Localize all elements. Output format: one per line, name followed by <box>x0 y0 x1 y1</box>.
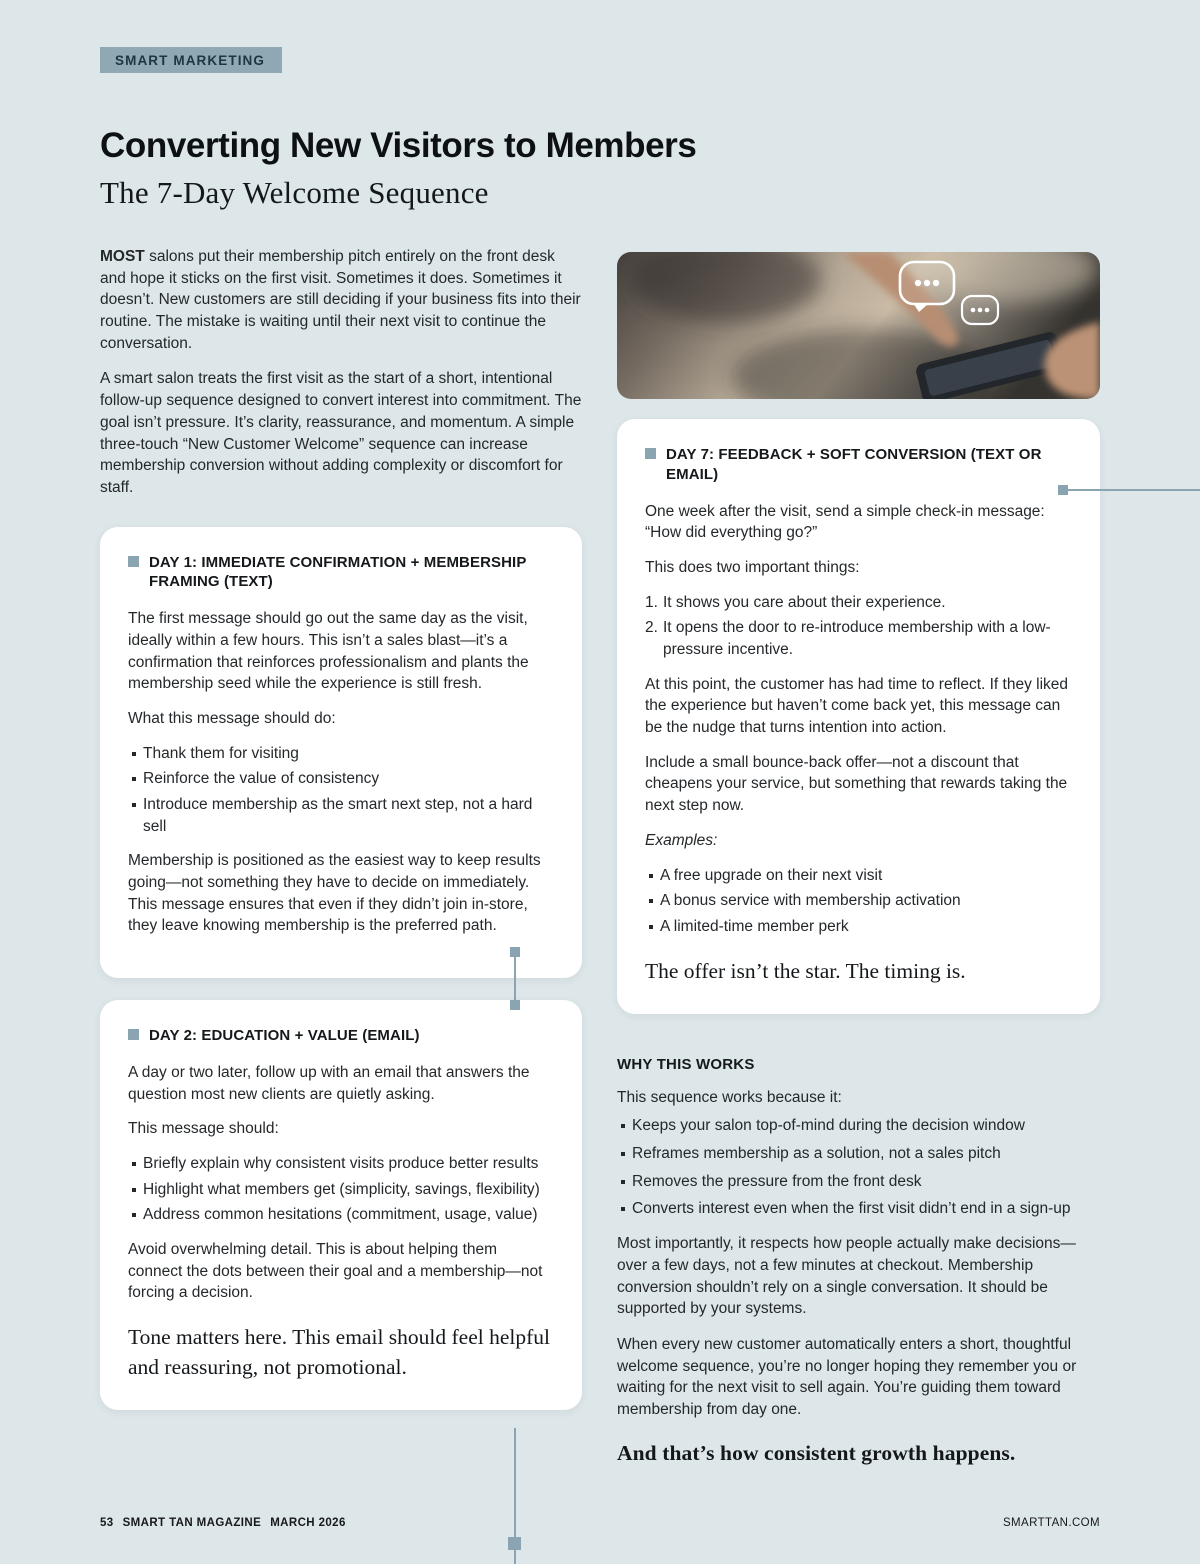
numbered-item: It shows you care about their experience. <box>663 593 946 611</box>
magazine-name: SMART TAN MAGAZINE <box>122 1517 262 1529</box>
square-bullet-icon <box>128 556 139 567</box>
day2-paragraph-2: Avoid overwhelming detail. This is about helping them connect the dots between their goal and a membership—not forcing a decision. <box>128 1241 543 1302</box>
day2-bullet-list <box>128 1153 554 1226</box>
why-list-intro: This sequence works because it: <box>617 1088 842 1106</box>
day7-card-header <box>645 445 1072 485</box>
photo-illustration <box>617 252 1100 399</box>
square-bullet-icon <box>645 448 656 459</box>
list-item: A limited-time member perk <box>645 916 1072 938</box>
list-item: Reframes membership as a solution, not a sales pitch <box>617 1143 1100 1165</box>
page-footer <box>100 1517 1100 1529</box>
day1-card-header <box>128 553 554 593</box>
day2-list-intro: This message should: <box>128 1120 279 1138</box>
day1-list-intro: What this message should do: <box>128 709 336 727</box>
closing-statement: And that’s how consistent growth happens. <box>617 1440 1016 1465</box>
list-item: Removes the pressure from the front desk <box>617 1171 1100 1193</box>
day7-pull-quote: The offer isn’t the star. The timing is. <box>645 958 966 983</box>
page-number: 53 <box>100 1517 114 1529</box>
article-title: Converting New Visitors to Members <box>100 126 697 165</box>
connector-square <box>510 1000 520 1010</box>
day7-card-title: DAY 7: FEEDBACK + SOFT CONVERSION (TEXT OR EMAIL) <box>666 446 1042 483</box>
day2-card <box>100 1000 582 1410</box>
list-item: A free upgrade on their next visit <box>645 865 1072 887</box>
list-item: Converts interest even when the first visit didn’t end in a sign-up <box>617 1198 1100 1220</box>
why-bullet-list <box>617 1115 1100 1220</box>
day2-paragraph-1: A day or two later, follow up with an email that answers the question most new clients are quietly asking. <box>128 1063 530 1103</box>
list-item: Reinforce the value of consistency <box>128 768 554 790</box>
why-this-works-section <box>617 1056 1100 1466</box>
day7-examples-label: Examples: <box>645 831 718 849</box>
day7-paragraph-3: Include a small bounce-back offer—not a discount that cheapens your service, but something that rewards taking the next step now. <box>645 753 1068 815</box>
day1-card-title: DAY 1: IMMEDIATE CONFIRMATION + MEMBERSHIP FRAMING (TEXT) <box>149 553 527 591</box>
hand-phone-photo <box>617 252 1100 399</box>
connector-line <box>514 956 516 1002</box>
list-item: Thank them for visiting <box>128 743 554 765</box>
square-bullet-icon <box>128 1029 139 1040</box>
chat-bubble-icon-small <box>962 296 998 324</box>
day2-card-header <box>128 1026 554 1046</box>
connector-square <box>1058 485 1068 495</box>
list-item: Keeps your salon top-of-mind during the decision window <box>617 1115 1100 1137</box>
intro-paragraph-2: A smart salon treats the first visit as the start of a short, intentional follow-up sequence designed to convert interest into commitment. The goal isn’t pressure. It’s clarity, reassurance, and momentum. A simple three-touch “New Customer Welcome” sequence can increase membership conversion without adding complexity or discomfort for staff. <box>100 370 582 496</box>
list-item: Introduce membership as the smart next step, not a hard sell <box>128 794 554 837</box>
day7-card <box>617 419 1100 1014</box>
day1-paragraph-1: The first message should go out the same day as the visit, ideally within a few hours. This isn’t a sales blast—it’s a confirmation that reinforces professionalism and plants the membership seed while the experience is still fresh. <box>128 610 529 693</box>
day2-card-title: DAY 2: EDUCATION + VALUE (EMAIL) <box>149 1027 420 1045</box>
why-section-title: WHY THIS WORKS <box>617 1055 755 1073</box>
list-item: A bonus service with membership activation <box>645 890 1072 912</box>
day7-paragraph-1: One week after the visit, send a simple check-in message: “How did everything go?” <box>645 502 1045 542</box>
section-kicker: SMART MARKETING <box>100 47 282 73</box>
article-subtitle: The 7-Day Welcome Sequence <box>100 174 489 210</box>
intro-lead-word: MOST <box>100 248 145 265</box>
connector-line <box>1068 489 1200 491</box>
magazine-website: SMARTTAN.COM <box>1002 1517 1100 1529</box>
left-column <box>100 246 582 1410</box>
intro-paragraph-1 <box>100 246 582 354</box>
right-column <box>617 252 1100 1466</box>
day7-bullet-list <box>645 865 1072 938</box>
day7-paragraph-2: At this point, the customer has had time to reflect. If they liked the experience but haven’t come back yet, this message can be the nudge that turns intention into action. <box>645 675 1069 737</box>
issue-date: MARCH 2026 <box>270 1517 346 1529</box>
why-paragraph-2: Most importantly, it respects how people actually make decisions—over a few days, not a few minutes at checkout. Membership conversion shouldn’t rely on a single conversation. It should be supported by your systems. <box>617 1235 1076 1318</box>
numbered-item: It opens the door to re-introduce membership with a low-pressure incentive. <box>663 619 1051 659</box>
connector-square <box>508 1537 521 1550</box>
list-item: Briefly explain why consistent visits produce better results <box>128 1153 554 1175</box>
headline-block <box>100 127 1060 211</box>
why-paragraph-3: When every new customer automatically enters a short, thoughtful welcome sequence, you’re no longer hoping they remember you or waiting for the next visit to sell again. You’re guiding them toward membership from day one. <box>617 1335 1077 1418</box>
list-item: Highlight what members get (simplicity, savings, flexibility) <box>128 1179 554 1201</box>
day7-list-intro: This does two important things: <box>645 558 860 576</box>
footer-left <box>100 1517 346 1529</box>
day1-paragraph-2: Membership is positioned as the easiest way to keep results going—not something they have to decide on immediately. This message ensures that even if they didn’t join in-store, they leave knowing membership is the preferred path. <box>128 852 541 935</box>
day7-numbered-list <box>645 592 1072 661</box>
intro-paragraph-1-text: salons put their membership pitch entirely on the front desk and hope it sticks on the first visit. Sometimes it does. Sometimes it doesn’t. New customers are still deciding if your business fits into their routine. The mistake is waiting until their next visit to continue the conversation. <box>100 248 581 352</box>
day2-pull-quote: Tone matters here. This email should feel helpful and reassuring, not promotional. <box>128 1325 551 1380</box>
day1-bullet-list <box>128 743 554 838</box>
list-item: Address common hesitations (commitment, usage, value) <box>128 1204 554 1226</box>
day1-card <box>100 527 582 979</box>
